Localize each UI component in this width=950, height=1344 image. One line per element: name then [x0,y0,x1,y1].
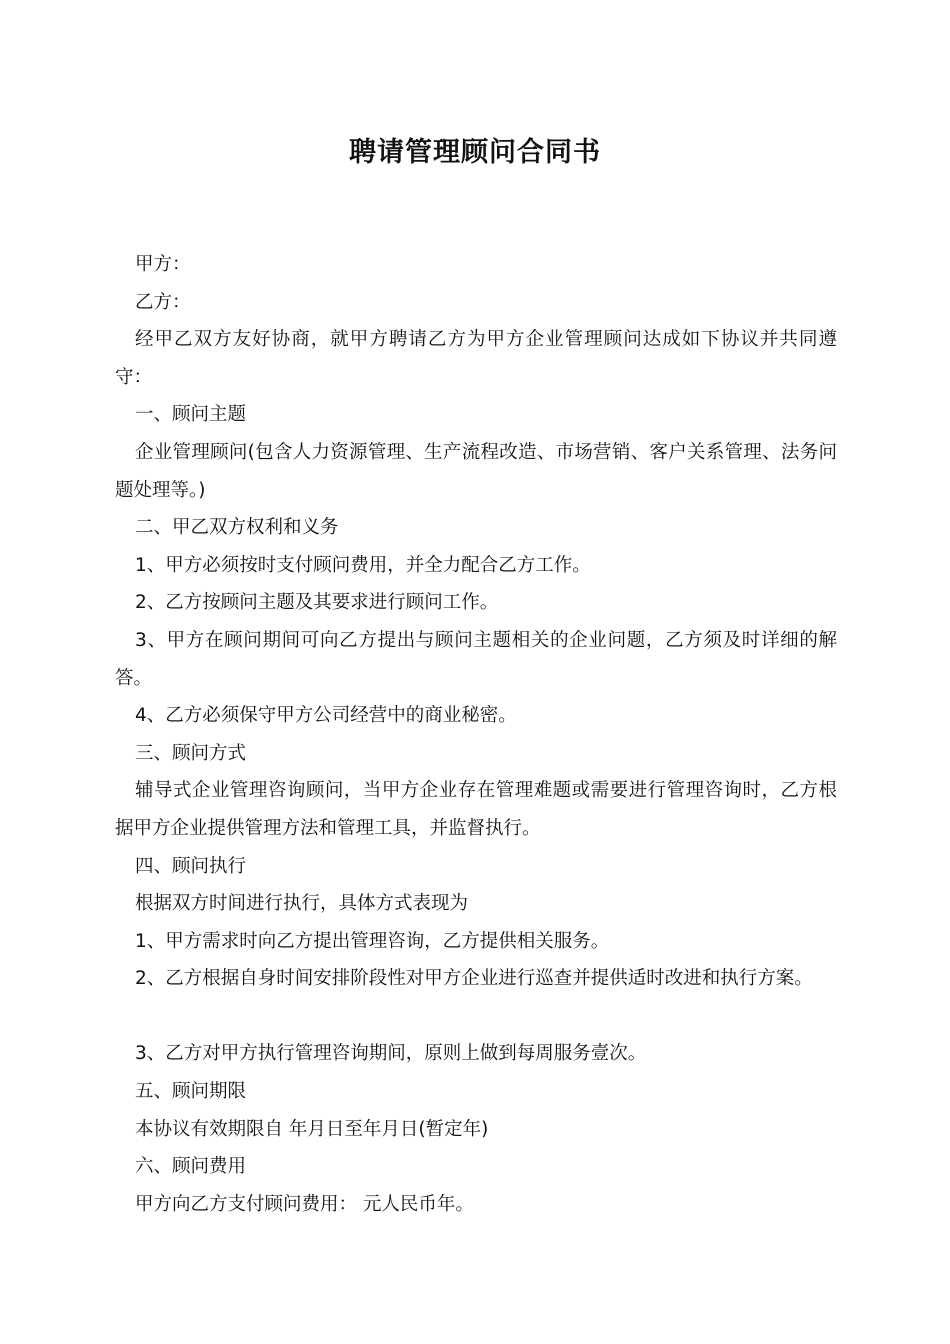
document-title: 聘请管理顾问合同书 [349,137,601,168]
section-4-intro: 根据双方时间进行执行，具体方式表现为 [135,893,469,915]
section-2-item-2: 2、乙方按顾问主题及其要求进行顾问工作。 [135,592,499,614]
party-b-line: 乙方： [135,291,191,313]
section-4-item-1: 1、甲方需求时向乙方提出管理咨询，乙方提供相关服务。 [135,930,610,952]
section-heading-4: 四、顾问执行 [135,855,247,877]
section-2-item-1: 1、甲方必须按时支付顾问费用，并全力配合乙方工作。 [135,554,591,576]
section-heading-5: 五、顾问期限 [135,1081,247,1103]
party-a-line: 甲方： [135,254,191,275]
section-6-paragraph: 甲方向乙方支付顾问费用： 元人民币年。 [135,1193,474,1215]
section-heading-3: 三、顾问方式 [135,742,247,764]
section-1-paragraph: 企业管理顾问(包含人力资源管理、生产流程改造、市场营销、客户关系管理、法务问题处理等。) [115,441,837,501]
section-5-paragraph: 本协议有效期限自 年月日至年月日(暂定年) [135,1118,489,1140]
section-4-item-3: 3、乙方对甲方执行管理咨询期间，原则上做到每周服务壹次。 [135,1043,647,1065]
section-heading-6: 六、顾问费用 [135,1156,247,1178]
preamble-paragraph: 经甲乙双方友好协商，就甲方聘请乙方为甲方企业管理顾问达成如下协议并共同遵守： [115,329,837,388]
section-heading-2: 二、甲乙双方权利和义务 [135,517,339,539]
section-2-item-4: 4、乙方必须保守甲方公司经营中的商业秘密。 [135,705,517,727]
document-body [115,246,837,1223]
section-3-paragraph: 辅导式企业管理咨询顾问，当甲方企业存在管理难题或需要进行管理咨询时，乙方根据甲方企业提供管理方法和管理工具，并监督执行。 [115,780,837,839]
section-heading-1: 一、顾问主题 [135,404,247,426]
section-2-item-3: 3、甲方在顾问期间可向乙方提出与顾问主题相关的企业问题，乙方须及时详细的解答。 [115,629,837,689]
section-4-item-2: 2、乙方根据自身时间安排阶段性对甲方企业进行巡查并提供适时改进和执行方案。 [135,968,813,990]
